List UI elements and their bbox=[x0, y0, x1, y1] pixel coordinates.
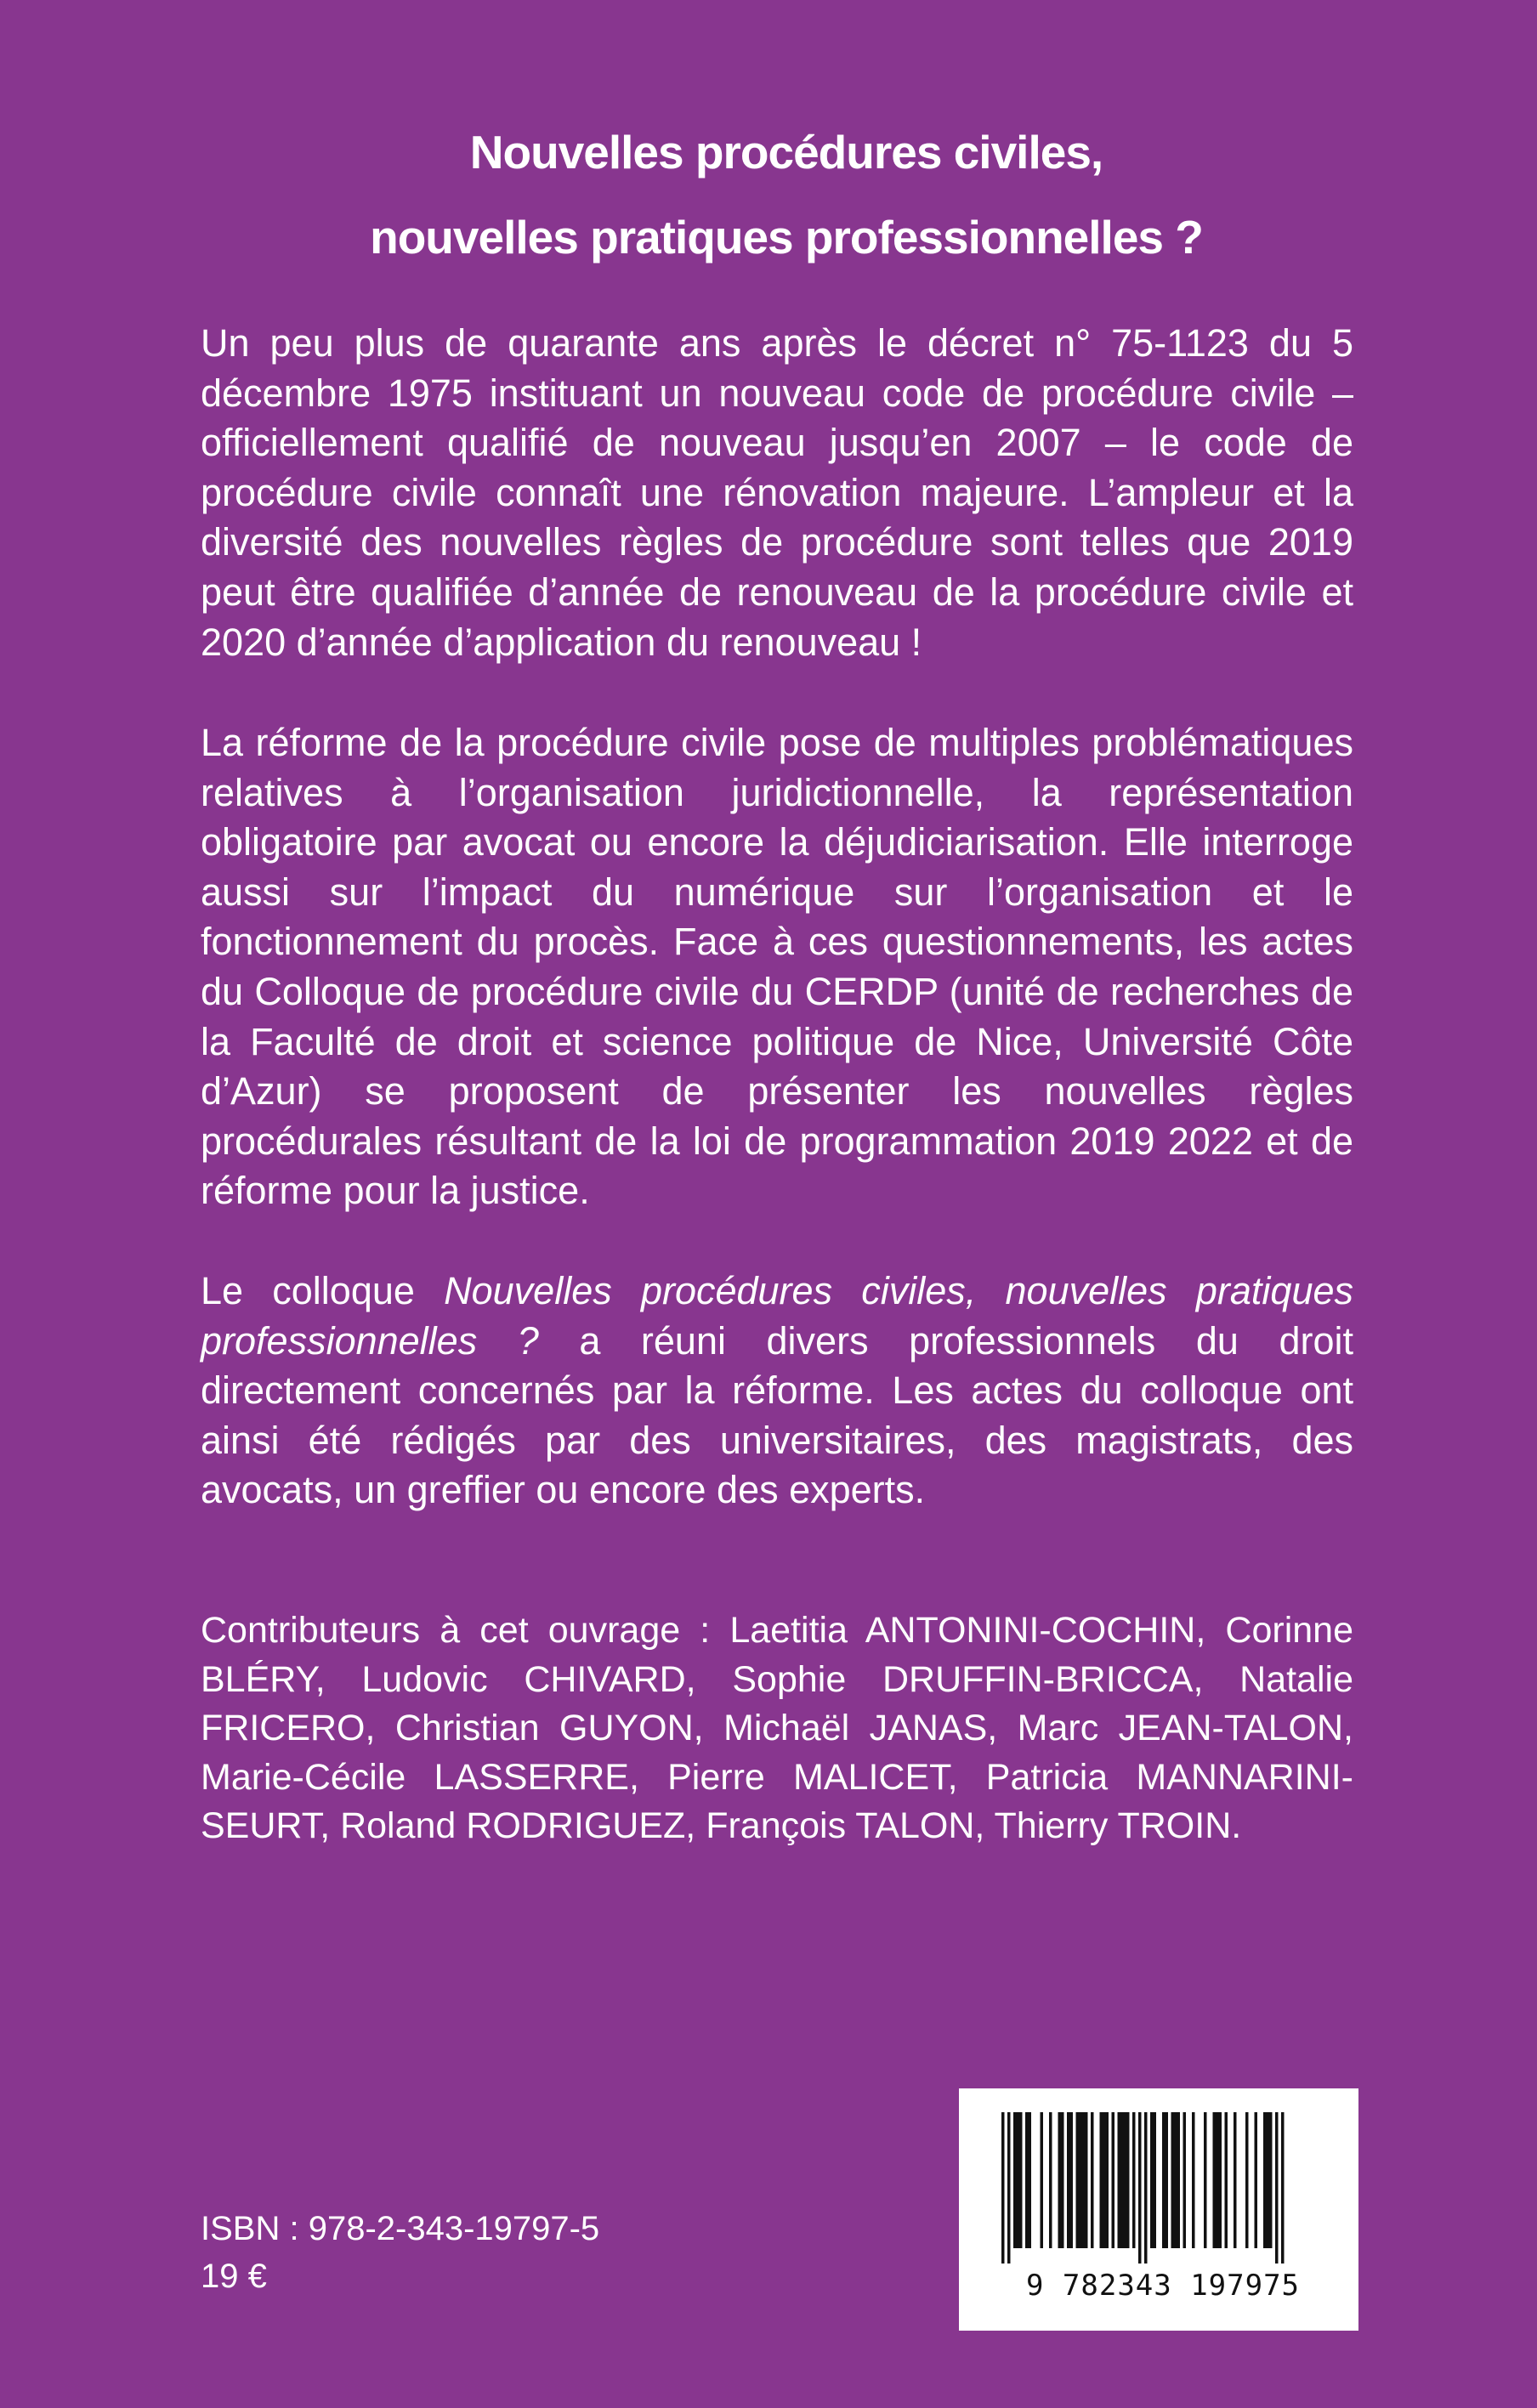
barcode-bar bbox=[1007, 2112, 1011, 2264]
barcode-bar bbox=[1029, 2112, 1032, 2248]
barcode-bar bbox=[1019, 2112, 1023, 2248]
barcode-bar bbox=[1245, 2112, 1249, 2248]
barcode-bar bbox=[1124, 2112, 1127, 2248]
barcode-bar bbox=[1263, 2112, 1267, 2248]
barcode-bar bbox=[1049, 2112, 1052, 2248]
barcode-bar bbox=[1013, 2112, 1017, 2248]
barcode-bar bbox=[1216, 2112, 1219, 2248]
isbn-text: ISBN : 978-2-343-19797-5 bbox=[201, 2210, 600, 2247]
barcode-bar bbox=[1070, 2112, 1074, 2248]
barcode-bar bbox=[1126, 2112, 1130, 2248]
contributors-list: Contributeurs à cet ouvrage : Laetitia ANTONINI-COCHIN, Corinne BLÉRY, Ludovic CHIVARD, Sophie DRUFFIN-BRICCA, Natalie FRICERO, Christian GUYON, Michaël JANAS, Marc JEAN-TALON, Marie-Cécile LASSERRE, Pierre MALICET, Patricia MANNARINI-SEURT, Roland RODRIGUEZ, François TALON, Thierry TROIN. bbox=[201, 1610, 1353, 1846]
barcode-bar bbox=[1183, 2112, 1187, 2248]
barcode-bar bbox=[1041, 2112, 1044, 2248]
barcode-bar bbox=[1058, 2112, 1062, 2248]
barcode-bar bbox=[1138, 2112, 1142, 2264]
title-line-2: nouvelles pratiques professionnelles ? bbox=[370, 211, 1203, 263]
barcode-bar bbox=[1067, 2112, 1070, 2248]
barcode-bar bbox=[1255, 2112, 1258, 2248]
barcode-bar bbox=[1275, 2112, 1279, 2264]
barcode-bar bbox=[1001, 2112, 1005, 2264]
barcode-bar bbox=[1025, 2112, 1029, 2248]
barcode-bar bbox=[1017, 2112, 1020, 2248]
barcode-bar bbox=[1079, 2112, 1082, 2248]
barcode-bar bbox=[1082, 2112, 1086, 2248]
barcode-bar bbox=[1166, 2112, 1169, 2248]
barcode-bar bbox=[1085, 2112, 1088, 2248]
barcode-bar bbox=[1120, 2112, 1124, 2248]
colloquium-title-italic: Nouvelles procédures civiles, nouvelles pratiques professionnelles ? bbox=[201, 1269, 1353, 1363]
barcode-bar bbox=[1269, 2112, 1273, 2248]
barcode-bar bbox=[1091, 2112, 1094, 2248]
barcode-bar bbox=[1154, 2112, 1157, 2248]
summary-paragraph-2: La réforme de la procédure civile pose de multiples problématiques relatives à l’organisation juridictionnelle, la représentation obligatoire par avocat ou encore la déjudiciarisation. Elle interroge aussi sur l’impact du numérique sur l’organisation et le fonctionnement du procès. Face à ces questionnements, les actes du Colloque de procédure civile du CERDP (unité de recherches de la Faculté de droit et science politique de Nice, Université Côte d’Azur) se proposent de présenter les nouvelles règles procédurales résultant de la loi de programmation 2019 2022 et de réforme pour la justice. bbox=[201, 721, 1353, 1213]
barcode-bar bbox=[1234, 2112, 1237, 2248]
barcode-bar bbox=[1132, 2112, 1136, 2248]
barcode-bar bbox=[1150, 2112, 1154, 2248]
barcode-bar bbox=[1103, 2112, 1106, 2248]
paragraph-3-suffix: a réuni divers professionnels du droit directement concernés par la réforme. Les actes du colloque ont ainsi été rédigés par des universitaires, des magistrats, des avocats, un greffier ou encore des experts. bbox=[201, 1318, 1353, 1512]
paragraph-3-prefix: Le colloque bbox=[201, 1269, 445, 1312]
title-line-1: Nouvelles procédures civiles, bbox=[469, 126, 1103, 178]
barcode-bar bbox=[1061, 2112, 1064, 2248]
barcode-bar bbox=[1281, 2112, 1285, 2264]
barcode-bar bbox=[1076, 2112, 1080, 2248]
barcode-bar bbox=[1106, 2112, 1109, 2248]
barcode-bar bbox=[1204, 2112, 1207, 2248]
barcode-bar bbox=[1192, 2112, 1195, 2248]
barcode-bar bbox=[1177, 2112, 1181, 2248]
summary-paragraph-3 bbox=[201, 1266, 1353, 1516]
barcode-bar bbox=[1100, 2112, 1103, 2248]
barcode-bar bbox=[1144, 2112, 1148, 2264]
summary-paragraph-1: Un peu plus de quarante ans après le décret n° 75-1123 du 5 décembre 1975 instituant un nouveau code de procédure civile – officiellement qualifié de nouveau jusqu’en 2007 – le code de procédure civile connaît une rénovation majeure. L’ampleur et la diversité des nouvelles règles de procédure sont telles que 2019 peut être qualifiée d’année de renouveau de la procédure civile et 2020 d’année d’application du renouveau ! bbox=[201, 321, 1353, 664]
barcode-bar bbox=[1174, 2112, 1177, 2248]
barcode-icon bbox=[1001, 2112, 1316, 2265]
barcode-bar bbox=[1225, 2112, 1228, 2248]
barcode-bar bbox=[1219, 2112, 1222, 2248]
barcode-bar bbox=[1118, 2112, 1121, 2248]
barcode-panel bbox=[959, 2088, 1358, 2331]
barcode-bar bbox=[1267, 2112, 1270, 2248]
barcode-bar bbox=[1213, 2112, 1217, 2248]
barcode-number: 9 782343 197975 bbox=[1025, 2269, 1301, 2303]
barcode-bar bbox=[1171, 2112, 1175, 2248]
price-text: 19 € bbox=[201, 2258, 267, 2295]
barcode-bar bbox=[1112, 2112, 1115, 2248]
barcode-bar bbox=[1162, 2112, 1166, 2248]
